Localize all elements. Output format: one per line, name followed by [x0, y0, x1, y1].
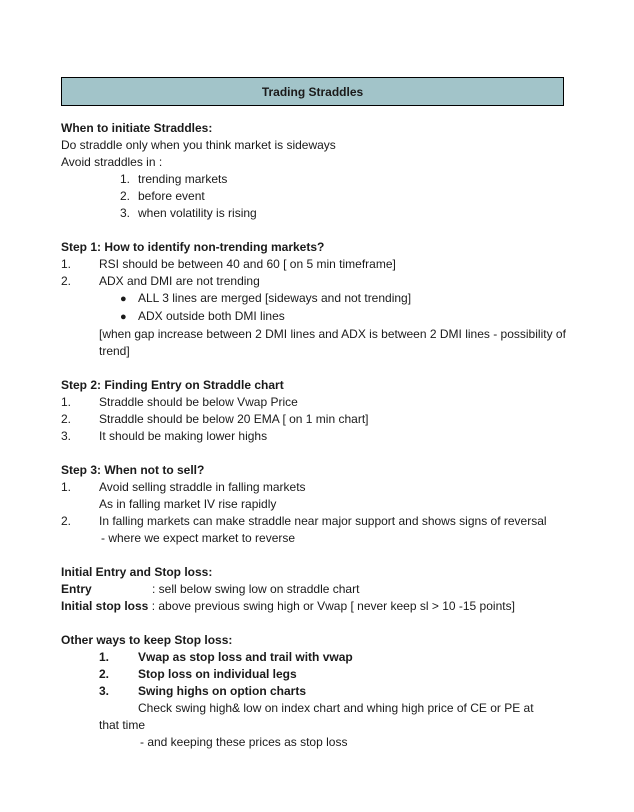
- section-heading-initial: Initial Entry and Stop loss:: [61, 565, 213, 579]
- list-item: 1. Straddle should be below Vwap Price: [61, 395, 298, 409]
- document-title: Trading Straddles: [61, 77, 564, 106]
- stop-row: Initial stop loss : above previous swing high or Vwap [ never keep sl > 10 -15 points]: [61, 599, 515, 613]
- section-heading-step3: Step 3: When not to sell?: [61, 463, 205, 477]
- document-body: [61, 120, 571, 751]
- list-item: 3. when volatility is rising: [120, 206, 257, 220]
- entry-row: Entry : sell below swing low on straddle chart: [61, 582, 360, 596]
- section-heading-other: Other ways to keep Stop loss:: [61, 633, 233, 647]
- entry-label: Entry: [61, 582, 92, 596]
- list-item: 2. In falling markets can make straddle near major support and shows signs of reversal: [61, 514, 547, 528]
- paragraph: Avoid straddles in :: [61, 155, 163, 169]
- detail-line: Check swing high& low on index chart and whing high price of CE or PE at: [138, 701, 534, 715]
- list-item-sub: - where we expect market to reverse: [101, 531, 296, 545]
- note: [when gap increase between 2 DMI lines and ADX is between 2 DMI lines - possibility of trend]: [99, 327, 566, 358]
- list-item: 1. Avoid selling straddle in falling markets: [61, 480, 306, 494]
- bullet-item: ● ADX outside both DMI lines: [120, 309, 285, 323]
- bullet-item: ● ALL 3 lines are merged [sideways and not trending]: [120, 291, 412, 305]
- list-item: 1. RSI should be between 40 and 60 [ on 5 min timeframe]: [61, 257, 396, 271]
- stop-label: Initial stop loss: [61, 599, 149, 613]
- section-heading-when: When to initiate Straddles:: [61, 121, 213, 135]
- section-heading-step2: Step 2: Finding Entry on Straddle chart: [61, 378, 284, 392]
- list-item: 2. Straddle should be below 20 EMA [ on 1 min chart]: [61, 412, 369, 426]
- list-item: 2. ADX and DMI are not trending: [61, 274, 260, 288]
- list-item: 2. Stop loss on individual legs: [99, 667, 297, 681]
- list-item: 3. Swing highs on option charts: [99, 684, 306, 698]
- paragraph: Do straddle only when you think market is sideways: [61, 138, 336, 152]
- list-item-sub: As in falling market IV rise rapidly: [99, 497, 277, 511]
- list-item: 1. Vwap as stop loss and trail with vwap: [99, 650, 353, 664]
- detail-line: - and keeping these prices as stop loss: [140, 735, 348, 749]
- detail-line: that time: [99, 718, 146, 732]
- list-item: 2. before event: [120, 189, 205, 203]
- list-item: 1. trending markets: [120, 172, 228, 186]
- section-heading-step1: Step 1: How to identify non-trending markets?: [61, 240, 325, 254]
- list-item: 3. It should be making lower highs: [61, 429, 268, 443]
